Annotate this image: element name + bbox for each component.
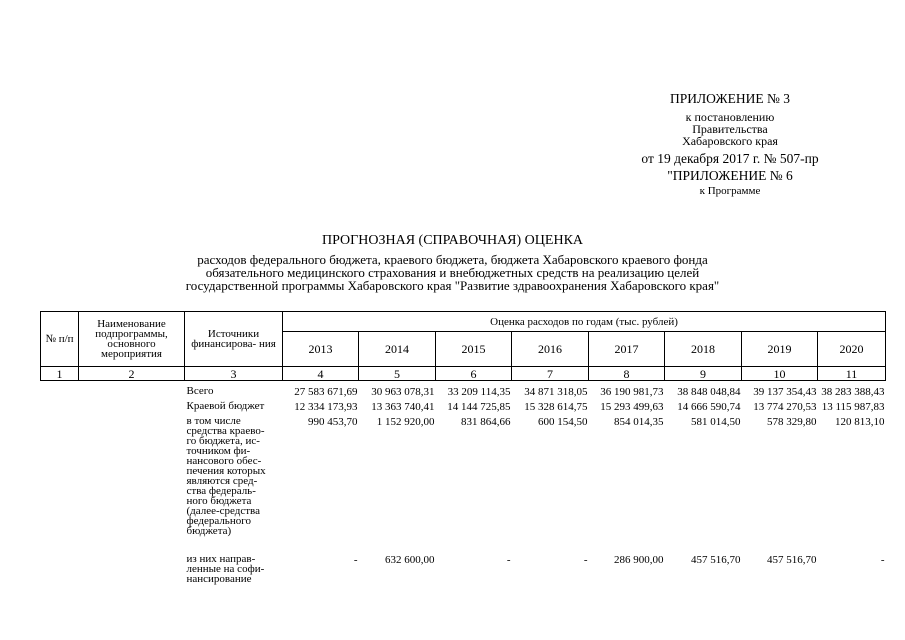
table-row (41, 386, 886, 401)
table-row (41, 401, 886, 416)
value-cell: 38 848 048,84 (677, 385, 741, 398)
document-subtitle-line: расходов федерального бюджета, краевого бюджета, бюджета Хабаровского краевого фонда (197, 252, 708, 267)
value-cell: 120 813,10 (835, 415, 885, 428)
header-year: 2018 (665, 332, 742, 367)
value-cell: 13 774 270,53 (753, 400, 817, 413)
appendix-previous-number: "ПРИЛОЖЕНИЕ № 6 (667, 168, 793, 183)
column-number: 5 (359, 367, 436, 381)
appendix-date: от 19 декабря 2017 г. № 507-пр (641, 151, 819, 166)
header-source: Источники финансирова- ния (185, 312, 283, 367)
value-cell: 14 144 725,85 (447, 400, 511, 413)
column-number: 10 (742, 367, 818, 381)
column-number: 8 (589, 367, 665, 381)
appendix-government: Правительства (692, 122, 768, 136)
value-cell: - (353, 553, 358, 566)
appendix-number: ПРИЛОЖЕНИЕ № 3 (669, 91, 791, 106)
header-year: 2016 (512, 332, 589, 367)
value-cell: 14 666 590,74 (677, 400, 741, 413)
value-cell: 36 190 981,73 (600, 385, 664, 398)
appendix-to-resolution: к постановлению (685, 110, 775, 124)
header-estimate: Оценка расходов по годам (тыс. рублей) (283, 312, 886, 332)
value-cell: - (506, 553, 511, 566)
appendix-to-program: к Программе (699, 185, 761, 197)
value-cell: 581 014,50 (691, 415, 741, 428)
column-number: 6 (436, 367, 512, 381)
expense-estimate-table (40, 311, 886, 590)
source-cell: Всего (186, 384, 214, 397)
header-year: 2017 (589, 332, 665, 367)
column-number: 3 (185, 367, 283, 381)
source-cell: из них направ- ленные на софи- нансирование (186, 552, 265, 585)
header-year: 2015 (436, 332, 512, 367)
column-number: 4 (283, 367, 359, 381)
value-cell: 34 871 318,05 (524, 385, 588, 398)
value-cell: 15 293 499,63 (600, 400, 664, 413)
value-cell: 39 137 354,43 (753, 385, 817, 398)
value-cell: 831 864,66 (461, 415, 511, 428)
header-year: 2019 (742, 332, 818, 367)
header-year: 2013 (283, 332, 359, 367)
value-cell: 30 963 078,31 (371, 385, 435, 398)
value-cell: 33 209 114,35 (447, 385, 511, 398)
document-title: ПРОГНОЗНАЯ (СПРАВОЧНАЯ) ОЦЕНКА (321, 233, 584, 248)
header-number: № п/п (41, 312, 79, 367)
header-year: 2020 (818, 332, 886, 367)
source-cell: Краевой бюджет (186, 399, 265, 412)
value-cell: 286 900,00 (614, 553, 664, 566)
value-cell: 13 115 987,83 (821, 400, 885, 413)
appendix-region: Хабаровского края (682, 134, 778, 148)
value-cell: - (880, 553, 885, 566)
value-cell: 12 334 173,93 (294, 400, 358, 413)
document-subtitle-line: государственной программы Хабаровского края "Развитие здравоохранения Хабаровского края" (185, 278, 720, 293)
value-cell: 457 516,70 (691, 553, 741, 566)
value-cell: 632 600,00 (385, 553, 435, 566)
value-cell: 1 152 920,00 (376, 415, 435, 428)
value-cell: 27 583 671,69 (294, 385, 358, 398)
column-number: 2 (79, 367, 185, 381)
value-cell: - (583, 553, 588, 566)
value-cell: 38 283 388,43 (821, 385, 885, 398)
value-cell: 990 453,70 (308, 415, 358, 428)
header-year: 2014 (359, 332, 436, 367)
value-cell: 854 014,35 (614, 415, 664, 428)
table-row (41, 416, 886, 554)
value-cell: 15 328 614,75 (524, 400, 588, 413)
value-cell: 13 363 740,41 (371, 400, 435, 413)
document-heading (0, 232, 905, 292)
value-cell: 578 329,80 (767, 415, 817, 428)
appendix-block (630, 90, 830, 198)
column-number: 9 (665, 367, 742, 381)
document-subtitle-line: обязательного медицинского страхования и внебюджетных средств на реализацию целей (205, 265, 700, 280)
column-number: 7 (512, 367, 589, 381)
column-number: 1 (41, 367, 79, 381)
header-name: Наименование подпрограммы, основного мероприятия (79, 312, 185, 367)
table-row (41, 554, 886, 590)
column-number: 11 (818, 367, 886, 381)
value-cell: 457 516,70 (767, 553, 817, 566)
value-cell: 600 154,50 (538, 415, 588, 428)
source-cell: в том числе средства краево- го бюджета, ис- точником фи- нансового обес- печения которых являются сред- ства федераль- ного бюджета (далее-средства федерального бюджета) (186, 414, 266, 537)
